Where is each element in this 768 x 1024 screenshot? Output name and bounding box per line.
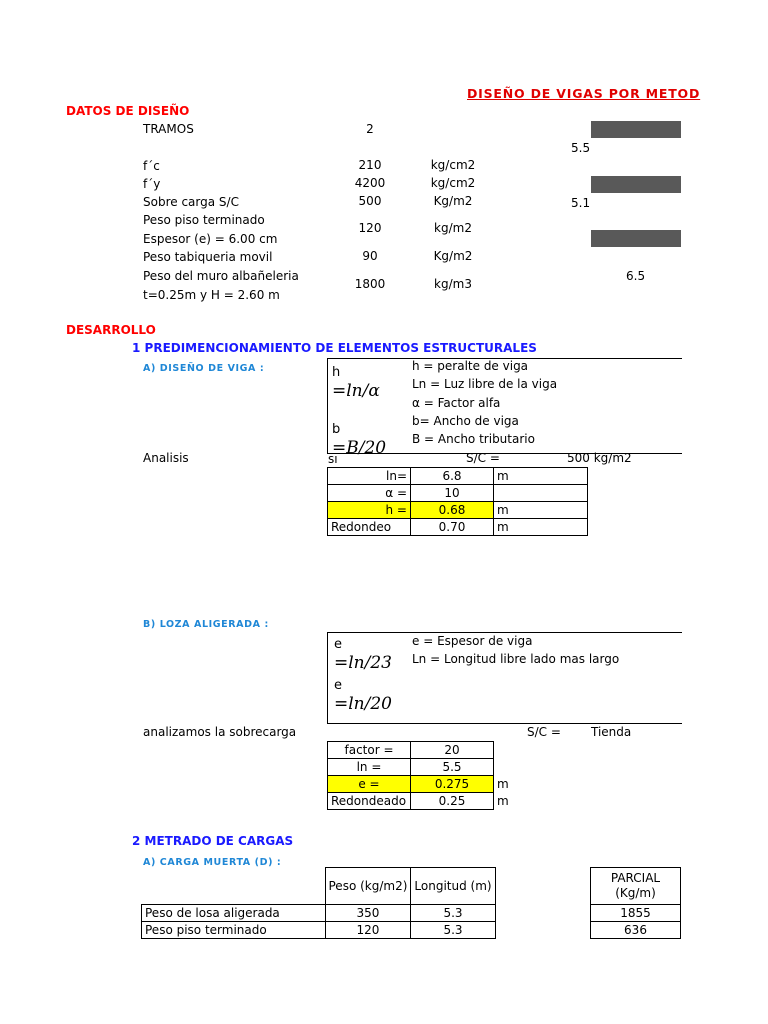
carga-row-label: Peso piso terminado — [142, 922, 326, 939]
table-row — [328, 502, 588, 519]
table-row — [328, 468, 588, 485]
loza-table-value: 0.275 — [411, 776, 494, 793]
desarrollo-heading: DESARROLLO — [66, 323, 156, 337]
table-row — [328, 776, 561, 793]
analisis-sc-label: S/C = — [466, 451, 500, 465]
loza-formula-2-expr: =ln/20 — [334, 694, 392, 714]
datos-unit-tabiqueria: Kg/m2 — [433, 249, 473, 263]
analisis-sc-value: 500 kg/m2 — [567, 451, 632, 465]
loza-formula-1 — [334, 636, 392, 672]
loza-table-unit — [494, 759, 561, 776]
beam-bar-1 — [591, 121, 681, 138]
loza-table-unit — [494, 742, 561, 759]
viga-table-value: 10 — [411, 485, 494, 502]
carga-row-longitud: 5.3 — [411, 922, 495, 939]
table-row — [328, 793, 561, 810]
parcial-table — [590, 867, 681, 939]
datos-label-piso-espesor: Espesor (e) = 6.00 cm — [143, 232, 278, 246]
viga-table — [327, 467, 588, 536]
datos-label-muro-dims: t=0.25m y H = 2.60 m — [143, 288, 280, 302]
sketch-dim-3: 6.5 — [626, 269, 646, 283]
datos-value-piso: 120 — [358, 221, 382, 235]
loza-legend-e: e = Espesor de viga — [412, 634, 533, 648]
loza-table-label: e = — [328, 776, 411, 793]
carga-muerta-subheading: A) CARGA MUERTA (D) : — [143, 857, 282, 868]
parcial-header-line1: PARCIAL — [610, 871, 661, 885]
loza-table-value: 20 — [411, 742, 494, 759]
datos-value-fy: 4200 — [354, 176, 386, 190]
datos-unit-muro: kg/m3 — [434, 277, 472, 291]
carga-row-longitud: 5.3 — [411, 905, 495, 922]
carga-muerta-table — [141, 867, 496, 939]
datos-label-tabiqueria: Peso tabiqueria movil — [143, 250, 273, 264]
datos-label-tramos: TRAMOS — [143, 122, 194, 136]
datos-value-tramos: 2 — [366, 122, 374, 136]
viga-formula-h-var: h — [332, 365, 341, 380]
viga-table-value: 0.68 — [411, 502, 494, 519]
sobrecarga-sc-label: S/C = — [527, 725, 561, 739]
datos-label-muro: Peso del muro albañeleria — [143, 269, 299, 283]
table-row — [142, 922, 496, 939]
loza-formula-1-expr: =ln/23 — [334, 653, 392, 673]
viga-formula-b-expr: =B/20 — [332, 438, 387, 458]
loza-formula-1-var: e — [334, 637, 342, 652]
viga-table-unit: m — [494, 502, 588, 519]
sketch-dim-1: 5.5 — [571, 141, 591, 155]
loza-table-unit: m — [497, 777, 509, 791]
datos-label-piso: Peso piso terminado — [143, 213, 265, 227]
table-row — [591, 922, 681, 939]
viga-formula-h-expr: =ln/α — [332, 381, 380, 401]
viga-table-label: ln= — [328, 468, 411, 485]
parcial-row-value: 1855 — [591, 905, 681, 922]
viga-table-label: h = — [328, 502, 411, 519]
section-1-heading: 1 PREDIMENCIONAMIENTO DE ELEMENTOS ESTRUCTURALES — [132, 341, 537, 355]
datos-value-tabiqueria: 90 — [362, 249, 378, 263]
sketch-dim-2: 5.1 — [571, 196, 591, 210]
viga-table-unit: m — [494, 468, 588, 485]
viga-legend-ln: Ln = Luz libre de la viga — [412, 377, 558, 391]
page-title: DISEÑO DE VIGAS POR METOD — [467, 86, 701, 101]
table-row — [591, 868, 681, 905]
datos-unit-sc: Kg/m2 — [433, 194, 473, 208]
carga-header-longitud: Longitud (m) — [411, 868, 495, 905]
carga-row-label: Peso de losa aligerada — [142, 905, 326, 922]
analisis-label: Analisis — [143, 451, 189, 465]
beam-bar-3 — [591, 230, 681, 247]
table-row — [142, 905, 496, 922]
viga-table-label: Redondeo — [328, 519, 411, 536]
loza-formula-2 — [334, 677, 392, 713]
table-row — [328, 485, 588, 502]
table-row — [328, 519, 588, 536]
carga-header-blank — [142, 868, 326, 905]
sobrecarga-label: analizamos la sobrecarga — [143, 725, 297, 739]
section-2-heading: 2 METRADO DE CARGAS — [132, 834, 294, 848]
datos-label-fc: f´c — [143, 159, 160, 173]
datos-unit-fy: kg/cm2 — [430, 176, 476, 190]
datos-label-fy: f´y — [143, 177, 161, 191]
datos-heading: DATOS DE DISEÑO — [66, 104, 190, 118]
datos-value-sc: 500 — [358, 194, 382, 208]
viga-subheading: A) DISEÑO DE VIGA : — [143, 363, 265, 374]
viga-legend-b: b= Ancho de viga — [412, 414, 519, 428]
parcial-row-value: 636 — [591, 922, 681, 939]
viga-table-label: α = — [328, 485, 411, 502]
viga-table-unit: m — [494, 519, 588, 536]
datos-unit-piso: kg/m2 — [434, 221, 472, 235]
loza-table-label: factor = — [328, 742, 411, 759]
carga-header-peso: Peso (kg/m2) — [325, 868, 411, 905]
carga-row-peso: 350 — [325, 905, 411, 922]
table-row — [328, 742, 561, 759]
table-row — [142, 868, 496, 905]
carga-row-peso: 120 — [325, 922, 411, 939]
loza-table-label: ln = — [328, 759, 411, 776]
parcial-header-line2: (Kg/m) — [615, 886, 656, 900]
datos-value-fc: 210 — [358, 158, 382, 172]
viga-legend-alfa: α = Factor alfa — [412, 396, 501, 410]
loza-table — [327, 741, 561, 810]
datos-unit-fc: kg/cm2 — [430, 158, 476, 172]
viga-legend-h: h = peralte de viga — [412, 359, 529, 373]
viga-formula-b — [332, 421, 386, 457]
viga-formula-h — [332, 364, 380, 400]
viga-table-value: 0.70 — [411, 519, 494, 536]
loza-table-value: 5.5 — [411, 759, 494, 776]
loza-table-unit: m — [497, 794, 509, 808]
loza-subheading: B) LOZA ALIGERADA : — [143, 619, 269, 630]
beam-bar-2 — [591, 176, 681, 193]
viga-formula-b-var: b — [332, 422, 341, 437]
loza-table-label: Redondeado — [328, 793, 411, 810]
analisis-si: sı — [328, 452, 338, 466]
datos-value-muro: 1800 — [354, 277, 386, 291]
table-row — [328, 759, 561, 776]
loza-table-value: 0.25 — [411, 793, 494, 810]
viga-legend-B: B = Ancho tributario — [412, 432, 535, 446]
loza-formula-2-var: e — [334, 678, 342, 693]
loza-legend-ln: Ln = Longitud libre lado mas largo — [412, 652, 620, 666]
table-row — [591, 905, 681, 922]
datos-label-sc: Sobre carga S/C — [143, 195, 239, 209]
sobrecarga-sc-value: Tienda — [591, 725, 632, 739]
parcial-header — [591, 868, 681, 905]
viga-table-unit — [494, 485, 588, 502]
viga-table-value: 6.8 — [411, 468, 494, 485]
